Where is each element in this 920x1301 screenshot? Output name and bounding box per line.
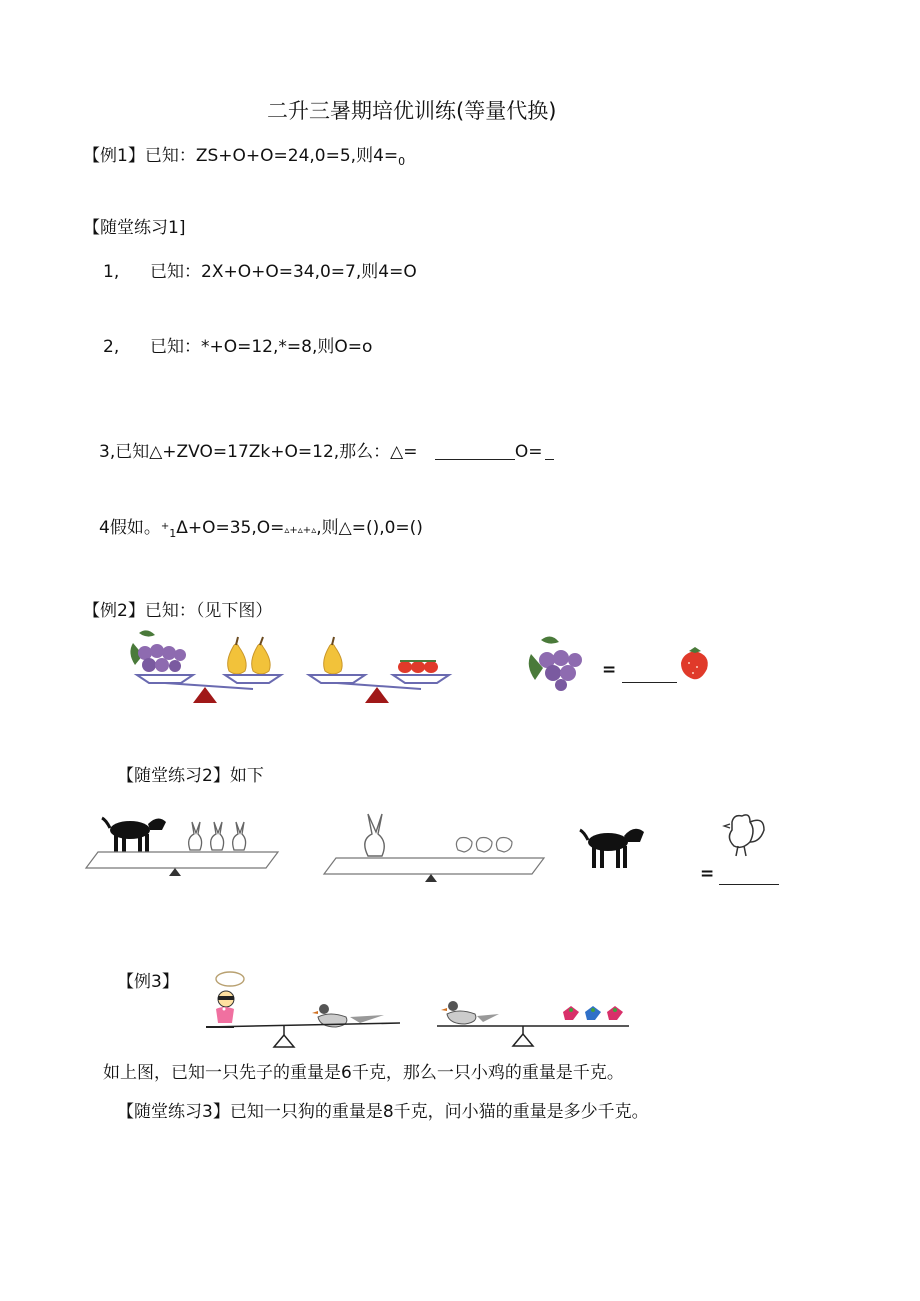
- balance-duck-chicks: [433, 990, 633, 1055]
- example-1: [83, 146, 405, 168]
- example-2-label: 【例2】已知：（见下图）: [83, 601, 273, 621]
- practice-1-q3-tail: O=: [514, 442, 543, 462]
- grapes-icon: [525, 630, 595, 695]
- practice-2-label: 【随堂练习2】如下: [117, 766, 264, 786]
- rooster-icon: [720, 808, 770, 860]
- strawberry-icon: [398, 660, 438, 673]
- practice-1-q4: [99, 518, 423, 540]
- equals-sign: =: [700, 864, 715, 884]
- strawberry-icon: [675, 643, 715, 683]
- example-3-text: 如上图，已知一只先子的重量是6千克，那么一只小鸡的重量是千克。: [103, 1063, 624, 1083]
- balance-beam: [437, 1026, 629, 1046]
- pear-icon: [252, 637, 270, 674]
- practice-1-heading: 【随堂练习1]: [83, 218, 186, 238]
- answer-blank: [545, 445, 554, 460]
- practice-1-q3-text: 3,已知△+ZVO=17Zk+O=12,那么：△=: [99, 442, 418, 462]
- chick-icon: [563, 1006, 579, 1020]
- practice-1-q4-end: ,则△=(),0=(): [316, 518, 423, 538]
- practice-3-text: 【随堂练习3】已知一只狗的重量是8千克，问小猫的重量是多少千克。: [117, 1102, 649, 1122]
- chicken-icon: [496, 838, 512, 853]
- dog-icon: [578, 818, 648, 878]
- balance-pear-strawberries: [305, 625, 465, 710]
- chick-icon: [607, 1006, 623, 1020]
- dog-icon: [102, 818, 166, 852]
- balance-beam: [137, 675, 281, 703]
- example-3-label: 【例3】: [117, 972, 179, 992]
- grapes-icon: [130, 630, 186, 672]
- pear-icon: [228, 637, 246, 674]
- balance-board: [86, 852, 278, 876]
- practice-1-q3: [99, 442, 554, 462]
- example-1-text: 已知：ZS+O+O=24,0=5,则4=: [144, 146, 399, 166]
- example-1-label: 【例1】: [83, 146, 145, 166]
- balance-rabbit-chickens: [320, 800, 550, 885]
- practice-1-q4-pre: 4假如。: [99, 518, 161, 538]
- chicken-icon: [476, 838, 492, 853]
- practice-1-q4-sub: 1: [169, 527, 177, 540]
- chick-icon: [585, 1006, 601, 1020]
- practice-1-q4-mid: Δ+O=35,O=: [176, 518, 285, 538]
- rabbit-icon: [365, 814, 384, 856]
- balance-dog-rabbits: [82, 800, 282, 885]
- duck-icon: [441, 1001, 499, 1024]
- rabbit-icon: [216, 972, 244, 1023]
- answer-blank: [719, 870, 779, 885]
- balance-grapes-pears: [125, 625, 285, 710]
- rabbit-icon: [189, 822, 202, 850]
- rabbit-icon: [233, 822, 246, 850]
- practice-1-q1-number: 1,: [103, 262, 120, 282]
- equals-sign: =: [602, 660, 617, 680]
- practice-1-q1-text: 已知：2X+O+O=34,0=7,则4=O: [150, 262, 417, 282]
- page-title: 二升三暑期培优训练(等量代换): [267, 99, 557, 123]
- practice-1-q2-text: 已知：*+O=12,*=8,则O=o: [150, 337, 373, 357]
- chicken-icon: [456, 838, 472, 853]
- practice-1-q2-number: 2,: [103, 337, 120, 357]
- balance-rabbit-duck: [200, 965, 410, 1055]
- pear-icon: [324, 637, 342, 674]
- practice-1-q4-triangles: ▵+▵+▵: [284, 525, 317, 536]
- answer-blank: [622, 668, 677, 683]
- rabbit-icon: [211, 822, 224, 850]
- example-1-tail: 0: [398, 155, 406, 168]
- balance-beam: [309, 675, 449, 703]
- practice-1-q4-plus: +: [160, 521, 170, 532]
- balance-beam: [206, 1023, 400, 1047]
- answer-blank: [435, 445, 515, 460]
- balance-board: [324, 858, 544, 882]
